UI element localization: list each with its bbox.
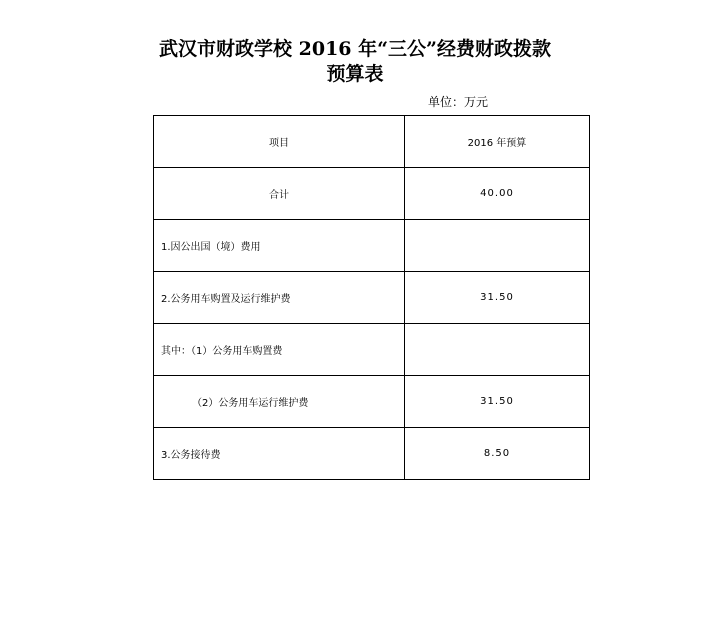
table-row-vehicle-purchase [154, 324, 590, 376]
header-budget: 2016 年预算 [405, 116, 590, 168]
budget-table [153, 115, 590, 480]
table-row-reception [154, 428, 590, 480]
row-label-vehicle: 2.公务用车购置及运行维护费 [154, 272, 405, 324]
row-value-reception: 8.50 [405, 428, 590, 480]
header-item: 项目 [154, 116, 405, 168]
document-title-line2: 预算表 [326, 63, 384, 85]
row-label-travel-abroad: 1.因公出国（境）费用 [154, 220, 405, 272]
row-label-reception: 3.公务接待费 [154, 428, 405, 480]
row-label-total: 合计 [154, 168, 405, 220]
row-value-total: 40.00 [405, 168, 590, 220]
row-label-vehicle-maintenance: （2）公务用车运行维护费 [154, 376, 405, 428]
table-row-total [154, 168, 590, 220]
table-row-vehicle-maintenance [154, 376, 590, 428]
document-title-line1: 武汉市财政学校 2016 年“三公”经费财政拨款 [159, 38, 551, 60]
row-value-vehicle: 31.50 [405, 272, 590, 324]
table-header-row [154, 116, 590, 168]
row-value-travel-abroad [405, 220, 590, 272]
row-label-vehicle-purchase: 其中：（1）公务用车购置费 [154, 324, 405, 376]
table-row-travel-abroad [154, 220, 590, 272]
unit-label: 单位：万元 [428, 95, 489, 109]
row-value-vehicle-purchase [405, 324, 590, 376]
table-row-vehicle [154, 272, 590, 324]
row-value-vehicle-maintenance: 31.50 [405, 376, 590, 428]
